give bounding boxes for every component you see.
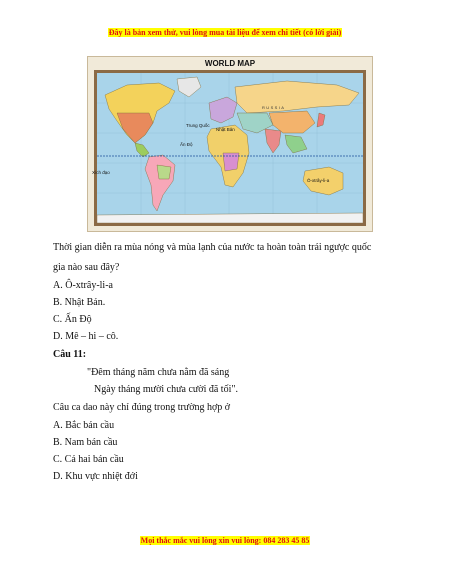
map-label-china: Trung Quốc — [186, 123, 210, 128]
preview-notice-banner — [0, 28, 450, 37]
map-label-india: Ấn Độ — [180, 142, 193, 147]
question-10-stem-line-2: gia nào sau đây? — [53, 262, 120, 273]
world-map-figure — [87, 56, 373, 232]
question-11-stem: Câu ca dao này chỉ đúng trong trường hợp ở — [53, 402, 231, 413]
question-11-quote-line-1: "Đêm tháng năm chưa nằm đã sáng — [87, 367, 230, 378]
question-10-option-d: D. Mê – hi – cô. — [53, 331, 119, 342]
map-label-japan: Nhật Bản — [216, 127, 235, 132]
question-11-option-a: A. Bắc bán cầu — [53, 420, 115, 431]
map-label-russia: RUSSIA — [262, 105, 286, 110]
question-11-option-c: C. Cả hai bán cầu — [53, 454, 124, 465]
question-10-option-c: C. Ấn Độ — [53, 314, 92, 325]
preview-notice-text: Đây là bản xem thử, vui lòng mua tài liệu để xem chi tiết (có lời giải) — [108, 28, 342, 37]
question-10-option-a: A. Ô-xtrây-li-a — [53, 280, 113, 291]
question-10-stem-line-1: Thời gian diễn ra mùa nóng và mùa lạnh của nước ta hoàn toàn trái ngược quốc — [53, 242, 372, 253]
map-label-equator: Xích đạo — [92, 170, 110, 175]
question-11-option-b: B. Nam bán cầu — [53, 437, 118, 448]
world-map-drawing — [97, 73, 363, 223]
question-11-label: Câu 11: — [53, 349, 87, 360]
map-title: WORLD MAP — [204, 59, 256, 68]
question-11-option-d: D. Khu vực nhiệt đới — [53, 471, 138, 482]
question-10-option-b: B. Nhật Bản. — [53, 297, 106, 308]
question-11-quote-line-2: Ngày tháng mười chưa cười đã tối". — [94, 384, 238, 395]
map-label-australia: Ô-xtrây-li-a — [307, 178, 330, 183]
contact-footer-banner — [0, 536, 450, 545]
world-map-image — [94, 70, 366, 226]
contact-footer-text: Mọi thắc mắc vui lòng xin vui lòng: 084 283 45 85 — [140, 536, 310, 545]
